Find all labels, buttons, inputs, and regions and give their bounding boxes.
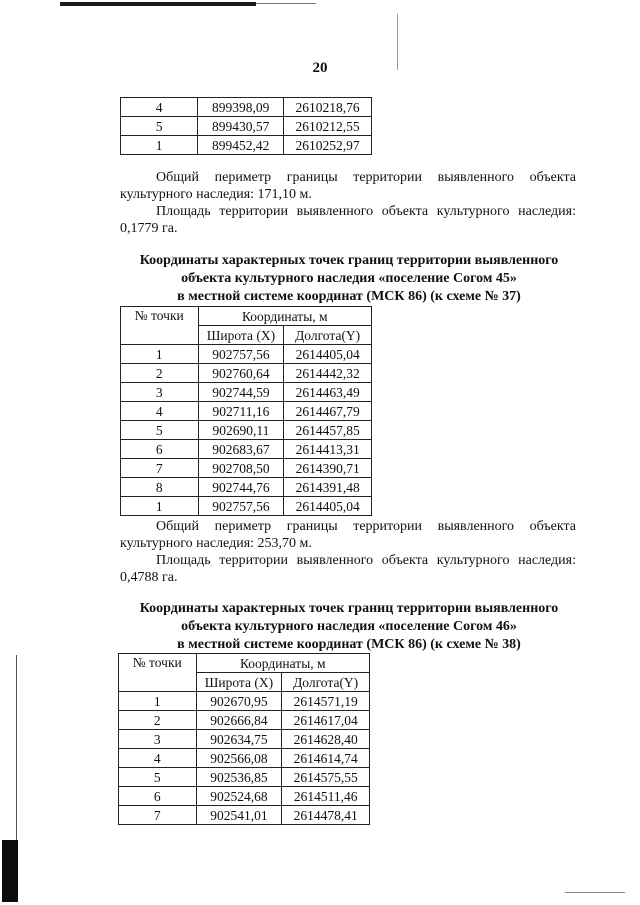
coords-table-45-header bbox=[121, 307, 372, 345]
area-line-2: 0,1779 га. bbox=[120, 221, 178, 236]
table-row bbox=[121, 136, 372, 155]
table-row bbox=[119, 730, 370, 749]
y-cell: 2614391,48 bbox=[284, 478, 372, 497]
point-cell: 5 bbox=[119, 768, 197, 787]
point-cell: 5 bbox=[121, 117, 198, 136]
x-cell: 902757,56 bbox=[198, 497, 284, 516]
point-cell: 2 bbox=[119, 711, 197, 730]
point-cell: 7 bbox=[119, 806, 197, 825]
x-cell: 902744,59 bbox=[198, 383, 284, 402]
col-y-header: Долгота(Y) bbox=[282, 673, 370, 692]
y-cell: 2614405,04 bbox=[284, 497, 372, 516]
header-row bbox=[121, 307, 372, 326]
table-row bbox=[121, 117, 372, 136]
x-cell: 902760,64 bbox=[198, 364, 284, 383]
table-row bbox=[119, 749, 370, 768]
point-cell: 3 bbox=[119, 730, 197, 749]
col-coords-header: Координаты, м bbox=[196, 654, 369, 673]
table-row bbox=[119, 768, 370, 787]
y-cell: 2614463,49 bbox=[284, 383, 372, 402]
area-paragraph-45 bbox=[120, 552, 576, 586]
y-cell: 2614628,40 bbox=[282, 730, 370, 749]
x-cell: 902757,56 bbox=[198, 345, 284, 364]
table-row bbox=[121, 459, 372, 478]
table-row bbox=[119, 806, 370, 825]
table-row bbox=[119, 692, 370, 711]
scan-top-rule bbox=[60, 2, 256, 6]
x-cell: 899398,09 bbox=[198, 98, 284, 117]
col-point-header: № точки bbox=[121, 307, 199, 345]
point-cell: 2 bbox=[121, 364, 199, 383]
perimeter-line-1: Общий периметр границы территории выявленного объекта bbox=[156, 170, 576, 185]
coords-table-45 bbox=[120, 306, 372, 516]
coords-table-45-body bbox=[121, 345, 372, 516]
y-cell: 2614442,32 bbox=[284, 364, 372, 383]
heading-line: в местной системе координат (МСК 86) (к схеме № 38) bbox=[177, 637, 521, 652]
x-cell: 902541,01 bbox=[196, 806, 282, 825]
section-45-heading bbox=[118, 252, 580, 306]
table-row bbox=[121, 383, 372, 402]
table-row bbox=[119, 711, 370, 730]
point-cell: 4 bbox=[121, 402, 199, 421]
point-cell: 4 bbox=[119, 749, 197, 768]
table-row bbox=[121, 478, 372, 497]
scan-bottom-mark bbox=[565, 892, 625, 893]
y-cell: 2614478,41 bbox=[282, 806, 370, 825]
coords-table-46 bbox=[118, 653, 370, 825]
perimeter-paragraph-1 bbox=[120, 169, 576, 203]
y-cell: 2614457,85 bbox=[284, 421, 372, 440]
scan-top-rule-thin bbox=[256, 3, 316, 4]
scan-left-stroke bbox=[16, 655, 17, 845]
table-row bbox=[121, 364, 372, 383]
x-cell: 899452,42 bbox=[198, 136, 284, 155]
scan-left-bar bbox=[2, 840, 18, 902]
x-cell: 902711,16 bbox=[198, 402, 284, 421]
point-cell: 5 bbox=[121, 421, 199, 440]
point-cell: 8 bbox=[121, 478, 199, 497]
point-cell: 6 bbox=[119, 787, 197, 806]
area-line-1: Площадь территории выявленного объекта культурного наследия: bbox=[156, 553, 576, 568]
heading-line: объекта культурного наследия «поселение Согом 46» bbox=[181, 619, 517, 634]
page-number: 20 bbox=[312, 60, 328, 76]
point-cell: 1 bbox=[121, 345, 199, 364]
point-cell: 1 bbox=[119, 692, 197, 711]
x-cell: 902744,76 bbox=[198, 478, 284, 497]
heading-line: Координаты характерных точек границ территории выявленного bbox=[139, 253, 559, 268]
point-cell: 4 bbox=[121, 98, 198, 117]
x-cell: 902634,75 bbox=[196, 730, 282, 749]
area-paragraph-1 bbox=[120, 203, 576, 237]
x-cell: 899430,57 bbox=[198, 117, 284, 136]
coords-table-continued bbox=[120, 97, 372, 155]
y-cell: 2614405,04 bbox=[284, 345, 372, 364]
x-cell: 902536,85 bbox=[196, 768, 282, 787]
point-cell: 7 bbox=[121, 459, 199, 478]
col-point-header: № точки bbox=[119, 654, 197, 692]
y-cell: 2614571,19 bbox=[282, 692, 370, 711]
table-row bbox=[121, 421, 372, 440]
col-y-header: Долгота(Y) bbox=[284, 326, 372, 345]
y-cell: 2614467,79 bbox=[284, 402, 372, 421]
y-cell: 2614390,71 bbox=[284, 459, 372, 478]
x-cell: 902566,08 bbox=[196, 749, 282, 768]
x-cell: 902690,11 bbox=[198, 421, 284, 440]
x-cell: 902670,95 bbox=[196, 692, 282, 711]
header-row bbox=[119, 654, 370, 673]
y-cell: 2610252,97 bbox=[284, 136, 372, 155]
heading-line: в местной системе координат (МСК 86) (к схеме № 37) bbox=[177, 289, 521, 304]
coords-table-continued-body bbox=[121, 98, 372, 155]
table-row bbox=[121, 345, 372, 364]
point-cell: 1 bbox=[121, 136, 198, 155]
perimeter-paragraph-45 bbox=[120, 518, 576, 552]
col-coords-header: Координаты, м bbox=[198, 307, 371, 326]
x-cell: 902666,84 bbox=[196, 711, 282, 730]
perimeter-line-2: культурного наследия: 171,10 м. bbox=[120, 187, 312, 202]
area-line-2: 0,4788 га. bbox=[120, 570, 178, 585]
point-cell: 6 bbox=[121, 440, 199, 459]
y-cell: 2614617,04 bbox=[282, 711, 370, 730]
coords-table-46-body bbox=[119, 692, 370, 825]
x-cell: 902524,68 bbox=[196, 787, 282, 806]
table-row bbox=[121, 497, 372, 516]
table-row bbox=[121, 98, 372, 117]
col-x-header: Широта (X) bbox=[196, 673, 282, 692]
area-line-1: Площадь территории выявленного объекта культурного наследия: bbox=[156, 204, 576, 219]
point-cell: 3 bbox=[121, 383, 199, 402]
y-cell: 2610218,76 bbox=[284, 98, 372, 117]
coords-table-46-header bbox=[119, 654, 370, 692]
y-cell: 2614614,74 bbox=[282, 749, 370, 768]
perimeter-line-2: культурного наследия: 253,70 м. bbox=[120, 536, 312, 551]
table-row bbox=[119, 787, 370, 806]
y-cell: 2614511,46 bbox=[282, 787, 370, 806]
point-cell: 1 bbox=[121, 497, 199, 516]
heading-line: объекта культурного наследия «поселение Согом 45» bbox=[181, 271, 517, 286]
x-cell: 902683,67 bbox=[198, 440, 284, 459]
table-row bbox=[121, 402, 372, 421]
y-cell: 2614413,31 bbox=[284, 440, 372, 459]
section-46-heading bbox=[118, 600, 580, 654]
col-x-header: Широта (X) bbox=[198, 326, 284, 345]
heading-line: Координаты характерных точек границ территории выявленного bbox=[139, 601, 559, 616]
perimeter-line-1: Общий периметр границы территории выявленного объекта bbox=[156, 519, 576, 534]
y-cell: 2610212,55 bbox=[284, 117, 372, 136]
table-row bbox=[121, 440, 372, 459]
x-cell: 902708,50 bbox=[198, 459, 284, 478]
y-cell: 2614575,55 bbox=[282, 768, 370, 787]
